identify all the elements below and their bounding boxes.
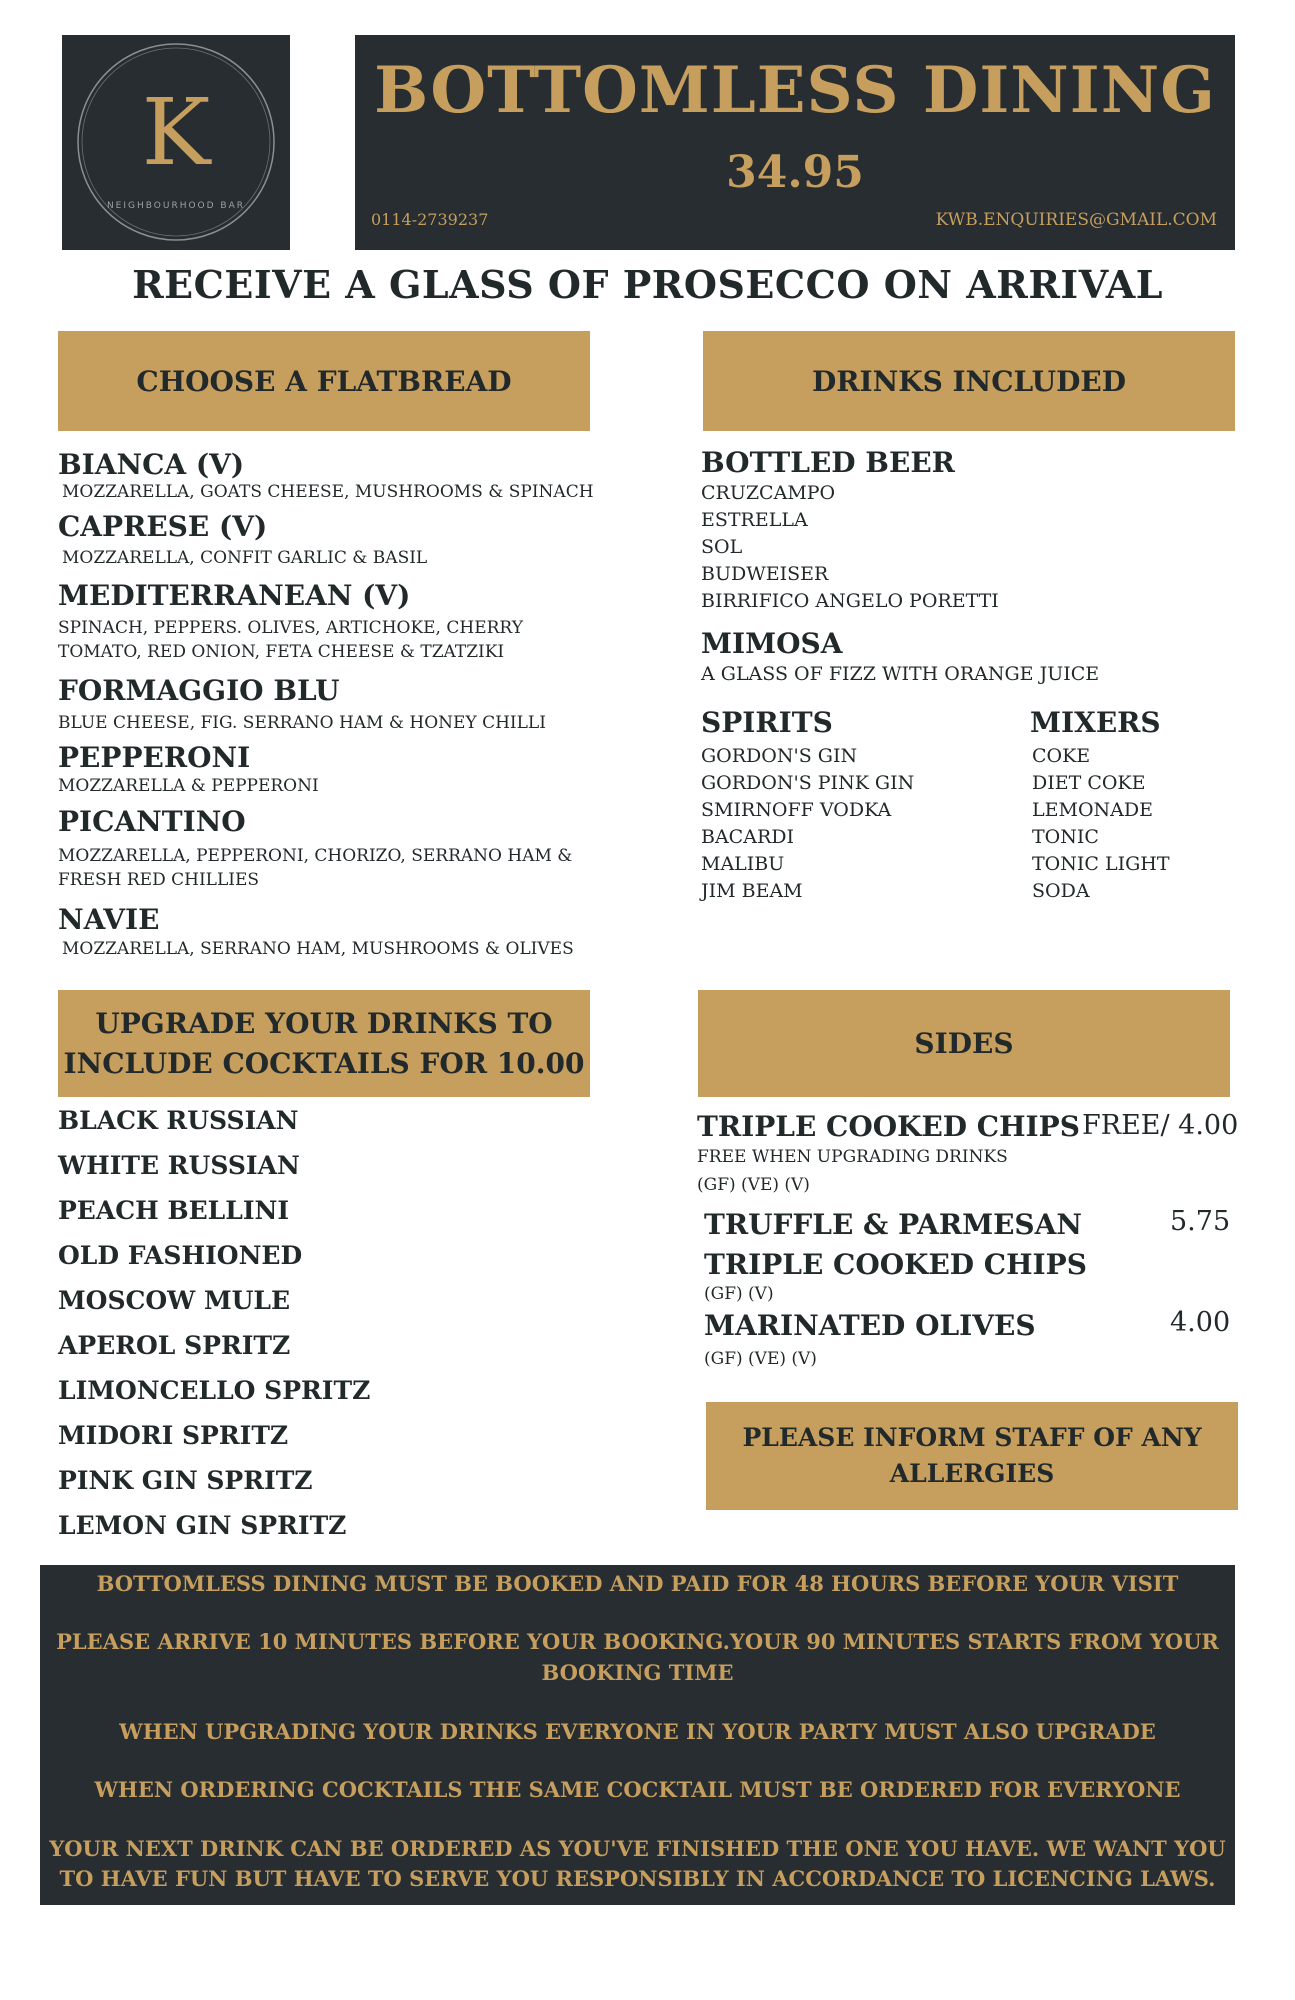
side-tags: (GF) (VE) (V) xyxy=(697,1175,810,1195)
item-desc: MOZZARELLA, GOATS CHEESE, MUSHROOMS & SPINACH xyxy=(62,482,594,502)
side-name: TRIPLE COOKED CHIPS xyxy=(704,1248,1087,1281)
prosecco-offer: RECEIVE A GLASS OF PROSECCO ON ARRIVAL xyxy=(132,262,1163,307)
cocktail-item: OLD FASHIONED xyxy=(58,1241,303,1270)
mimosa-title: MIMOSA xyxy=(701,627,843,660)
item-desc: MOZZARELLA, CONFIT GARLIC & BASIL xyxy=(62,548,428,568)
mixer-item: LEMONADE xyxy=(1032,799,1153,821)
rule-text: PLEASE ARRIVE 10 MINUTES BEFORE YOUR BOOKING.YOUR 90 MINUTES STARTS FROM YOUR xyxy=(56,1629,1219,1654)
terms-panel xyxy=(40,1565,1235,1905)
item-name: PICANTINO xyxy=(58,805,246,838)
spirit-item: GORDON'S GIN xyxy=(701,745,858,767)
drinks-heading: DRINKS INCLUDED xyxy=(703,331,1235,431)
spirit-item: JIM BEAM xyxy=(701,880,803,902)
rule-text: BOOKING TIME xyxy=(541,1660,734,1685)
item-name: NAVIE xyxy=(58,903,160,936)
mixer-item: DIET COKE xyxy=(1032,772,1146,794)
beer-item: BUDWEISER xyxy=(701,563,829,585)
spirit-item: BACARDI xyxy=(701,826,794,848)
item-name: MEDITERRANEAN (V) xyxy=(58,579,411,612)
mixer-item: TONIC LIGHT xyxy=(1032,853,1170,875)
item-desc: MOZZARELLA & PEPPERONI xyxy=(58,776,319,796)
side-tags: (GF) (V) xyxy=(704,1284,774,1304)
rule-text: WHEN UPGRADING YOUR DRINKS EVERYONE IN YOUR PARTY MUST ALSO UPGRADE xyxy=(119,1719,1156,1744)
item-desc: TOMATO, RED ONION, FETA CHEESE & TZATZIKI xyxy=(58,642,505,662)
logo-letter: K xyxy=(141,79,211,186)
rule-text: TO HAVE FUN BUT HAVE TO SERVE YOU RESPONSIBLY IN ACCORDANCE TO LICENCING LAWS. xyxy=(59,1866,1216,1891)
side-price: FREE/ 4.00 xyxy=(1082,1110,1239,1141)
cocktail-item: LIMONCELLO SPRITZ xyxy=(58,1376,371,1405)
upgrade-heading xyxy=(58,990,590,1097)
beer-title: BOTTLED BEER xyxy=(701,446,955,479)
mixer-item: TONIC xyxy=(1032,826,1099,848)
spirit-item: GORDON'S PINK GIN xyxy=(701,772,915,794)
item-desc: BLUE CHEESE, FIG. SERRANO HAM & HONEY CHILLI xyxy=(58,713,546,733)
allergy-line: ALLERGIES xyxy=(889,1459,1055,1488)
item-name: CAPRESE (V) xyxy=(58,510,268,543)
upgrade-line: UPGRADE YOUR DRINKS TO xyxy=(95,1006,553,1040)
rule-text: YOUR NEXT DRINK CAN BE ORDERED AS YOU'VE FINISHED THE ONE YOU HAVE. WE WANT YOU xyxy=(49,1836,1226,1861)
allergy-line: PLEASE INFORM STAFF OF ANY xyxy=(742,1423,1202,1452)
cocktail-item: MOSCOW MULE xyxy=(58,1286,291,1315)
item-desc: MOZZARELLA, SERRANO HAM, MUSHROOMS & OLIVES xyxy=(62,939,574,959)
email-address: KWB.ENQUIRIES@GMAIL.COM xyxy=(935,210,1217,230)
cocktail-item: WHITE RUSSIAN xyxy=(58,1151,300,1180)
mimosa-desc: A GLASS OF FIZZ WITH ORANGE JUICE xyxy=(701,663,1100,685)
beer-item: ESTRELLA xyxy=(701,509,808,531)
item-name: BIANCA (V) xyxy=(58,448,245,481)
side-name: TRUFFLE & PARMESAN xyxy=(704,1208,1082,1241)
cocktail-item: BLACK RUSSIAN xyxy=(58,1106,299,1135)
spirit-item: MALIBU xyxy=(701,853,785,875)
mixer-item: SODA xyxy=(1032,880,1090,902)
flatbread-heading: CHOOSE A FLATBREAD xyxy=(58,331,590,431)
item-desc: MOZZARELLA, PEPPERONI, CHORIZO, SERRANO HAM & xyxy=(58,846,573,866)
page-title: BOTTOMLESS DINING xyxy=(374,53,1216,128)
beer-item: SOL xyxy=(701,536,743,558)
side-price: 4.00 xyxy=(1170,1307,1231,1338)
cocktail-item: APEROL SPRITZ xyxy=(58,1331,291,1360)
side-note: FREE WHEN UPGRADING DRINKS xyxy=(697,1147,1008,1167)
sides-heading: SIDES xyxy=(698,990,1230,1097)
cocktail-item: MIDORI SPRITZ xyxy=(58,1421,289,1450)
side-tags: (GF) (VE) (V) xyxy=(704,1349,817,1369)
spirit-item: SMIRNOFF VODKA xyxy=(701,799,892,821)
cocktail-item: PINK GIN SPRITZ xyxy=(58,1466,313,1495)
side-price: 5.75 xyxy=(1170,1206,1231,1237)
allergy-notice xyxy=(706,1402,1238,1510)
logo-tagline: NEIGHBOURHOOD BAR xyxy=(106,201,246,211)
logo xyxy=(62,35,290,250)
phone-number: 0114-2739237 xyxy=(371,210,489,229)
beer-item: CRUZCAMPO xyxy=(701,482,836,504)
side-name: MARINATED OLIVES xyxy=(704,1309,1036,1342)
header-banner xyxy=(355,35,1235,250)
rule-text: WHEN ORDERING COCKTAILS THE SAME COCKTAIL MUST BE ORDERED FOR EVERYONE xyxy=(94,1777,1181,1802)
cocktail-item: PEACH BELLINI xyxy=(58,1196,290,1225)
rule-text: BOTTOMLESS DINING MUST BE BOOKED AND PAID FOR 48 HOURS BEFORE YOUR VISIT xyxy=(96,1571,1179,1596)
mixer-item: COKE xyxy=(1032,745,1091,767)
mixers-title: MIXERS xyxy=(1030,706,1161,739)
spirits-title: SPIRITS xyxy=(701,706,833,739)
price: 34.95 xyxy=(726,147,864,198)
side-name: TRIPLE COOKED CHIPS xyxy=(697,1110,1080,1143)
cocktail-item: LEMON GIN SPRITZ xyxy=(58,1511,347,1540)
item-name: FORMAGGIO BLU xyxy=(58,674,340,707)
item-name: PEPPERONI xyxy=(58,741,251,774)
item-desc: SPINACH, PEPPERS. OLIVES, ARTICHOKE, CHERRY xyxy=(58,618,523,638)
upgrade-line: INCLUDE COCKTAILS FOR 10.00 xyxy=(63,1046,585,1080)
item-desc: FRESH RED CHILLIES xyxy=(58,870,260,890)
beer-item: BIRRIFICO ANGELO PORETTI xyxy=(701,590,999,612)
